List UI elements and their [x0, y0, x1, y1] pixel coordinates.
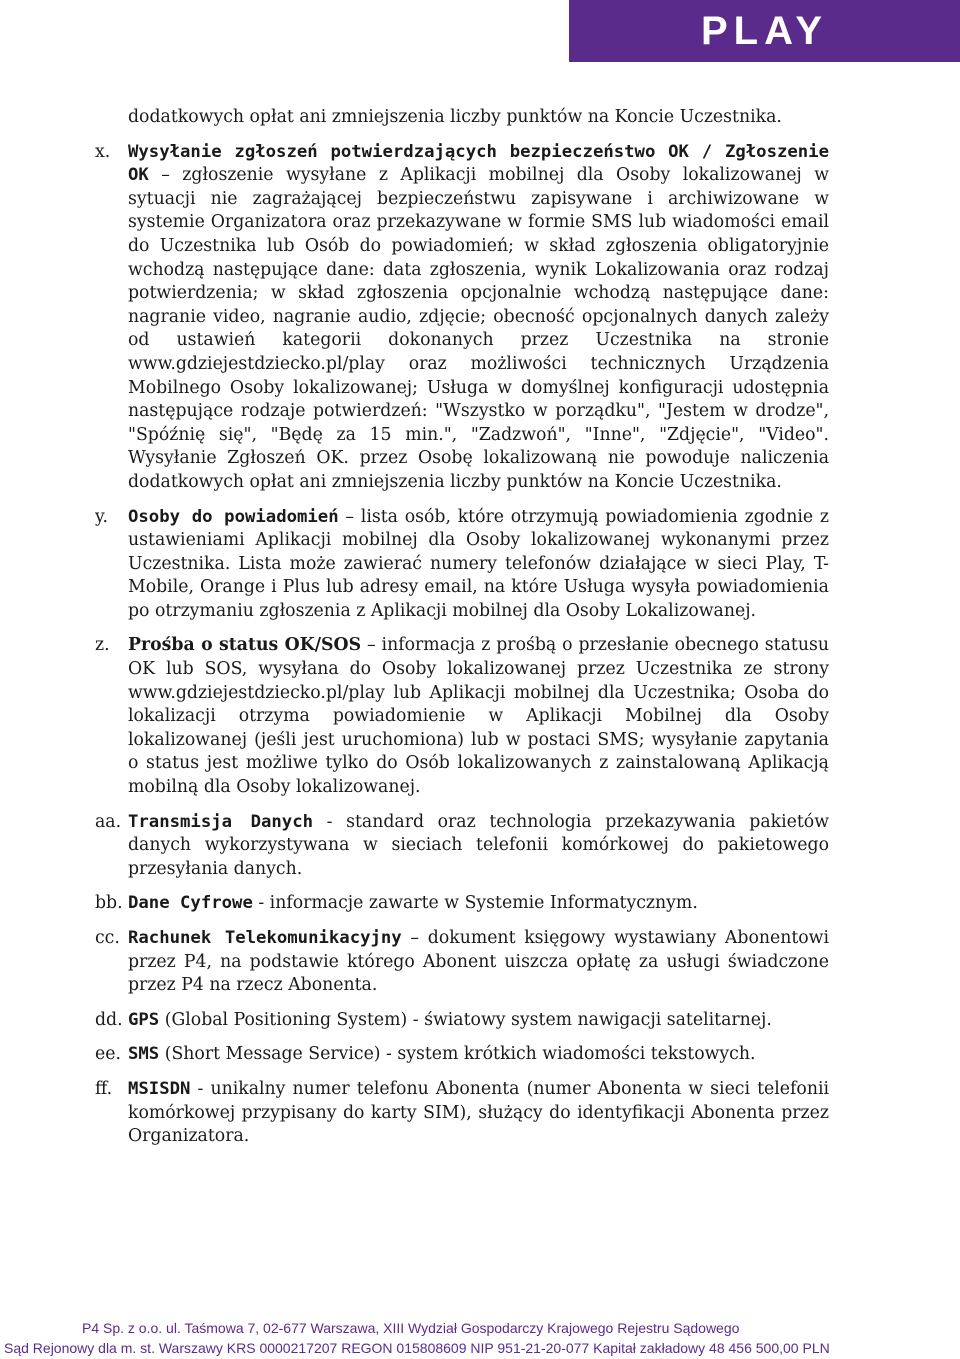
item-text: (Short Message Service) - system krótkich wiadomości tekstowych.: [159, 1044, 756, 1065]
definition-item-cc: [95, 927, 829, 998]
item-term: Dane Cyfrowe: [128, 893, 253, 914]
item-body: [128, 1078, 829, 1149]
item-text: – zgłoszenie wysyłane z Aplikacji mobilnej dla Osoby lokalizowanej w sytuacji nie zagrażającej bezpieczeństwu zapisywane i archiwizowane w systemie Organizatora oraz przekazywane w formie SMS lub wiadomości email do Uczestnika lub Osób do powiadomień; w skład zgłoszenia obligatoryjnie wchodzą następujące dane: data zgłoszenia, wynik Lokalizowania oraz rodzaj potwierdzenia; w skład zgłoszenia opcjonalnie wchodzą następujące dane: nagranie video, nagranie audio, zdjęcie; obecność opcjonalnych danych zależy od ustawień kategorii dokonanych przez Uczestnika na stronie www.gdziejestdziecko.pl/play oraz możliwości technicznych Urządzenia Mobilnego Osoby lokalizowanej; Usługa w domyślnej konfiguracji udostępnia następujące rodzaje potwierdzeń: "Wszystko w porządku", "Jestem w drodze", "Spóźnię się", "Będę za 15 min.", "Zadzwoń", "Inne", "Zdjęcie", "Video". Wysyłanie Zgłoszeń OK. przez Osobę lokalizowaną nie powoduje naliczenia dodatkowych opłat ani zmniejszenia liczby punktów na Koncie Uczestnika.: [128, 165, 829, 492]
item-marker: x.: [95, 141, 111, 162]
footer-line-1: P4 Sp. z o.o. ul. Taśmowa 7, 02-677 Warszawa, XIII Wydział Gospodarczy Krajowego Rejestru Sądowego: [82, 1320, 740, 1336]
item-body: [128, 634, 829, 799]
item-text: - informacje zawarte w Systemie Informatycznym.: [252, 893, 698, 914]
item-term: GPS: [128, 1009, 160, 1030]
item-body: [128, 892, 829, 916]
item-marker: dd.: [95, 1009, 123, 1030]
item-marker: ee.: [95, 1044, 121, 1065]
item-marker: bb.: [95, 893, 123, 914]
item-term: Rachunek Telekomunikacyjny: [128, 928, 402, 948]
item-marker: z.: [95, 635, 110, 656]
item-text: - standard oraz technologia przekazywania pakietów danych wykorzystywana w sieciach telefonii komórkowej do pakietowego przesyłania danych.: [128, 811, 829, 879]
item-text: (Global Positioning System) - światowy system nawigacji satelitarnej.: [159, 1009, 772, 1030]
document-body: [95, 106, 829, 1160]
item-marker: ff.: [95, 1078, 113, 1099]
item-term: Osoby do powiadomień: [128, 506, 339, 527]
logo-text: PLAY: [700, 8, 828, 53]
definition-item-dd: [95, 1009, 829, 1033]
continuation-paragraph: dodatkowych opłat ani zmniejszenia liczby punktów na Koncie Uczestnika.: [128, 107, 782, 127]
page-footer: [0, 1318, 960, 1358]
definition-item-aa: [95, 811, 829, 882]
item-marker: cc.: [95, 928, 120, 948]
item-body: [128, 506, 829, 624]
item-body: [128, 141, 829, 495]
item-marker: aa.: [95, 811, 122, 832]
definition-item-z: [95, 634, 829, 799]
definition-item-x: [95, 141, 829, 495]
item-term: SMS: [128, 1044, 160, 1065]
item-term: MSISDN: [128, 1078, 191, 1099]
definition-item-y: [95, 506, 829, 624]
item-body: [128, 927, 829, 998]
item-term: Prośba o status OK/SOS: [128, 635, 362, 656]
item-term: Wysyłanie zgłoszeń potwierdzających bezpieczeństwo OK / Zgłoszenie OK: [128, 141, 829, 186]
item-body: [128, 1043, 829, 1067]
definition-item-bb: [95, 892, 829, 916]
item-body: [128, 811, 829, 882]
definition-item-ff: [95, 1078, 829, 1149]
play-logo: [569, 0, 960, 62]
item-term: Transmisja Danych: [128, 811, 313, 832]
definition-item-ee: [95, 1043, 829, 1067]
item-marker: y.: [95, 506, 108, 527]
footer-line-2: Sąd Rejonowy dla m. st. Warszawy KRS 0000217207 REGON 015808609 NIP 951-21-20-077 Kapitał zakładowy 48 456 500,00 PLN: [4, 1340, 830, 1356]
item-text: – informacja z prośbą o przesłanie obecnego statusu OK lub SOS, wysyłana do Osoby lokalizowanej przez Uczestnika ze strony www.gdziejestdziecko.pl/play lub Aplikacji mobilnej dla Uczestnika; Osoba do lokalizacji otrzyma powiadomienie w Aplikacji Mobilnej dla Osoby lokalizowanej (jeśli jest uruchomiona) lub w postaci SMS; wysyłanie zapytania o status jest możliwe tylko do Osób lokalizowanych z zainstalowaną Aplikacją mobilną dla Osoby lokalizowanej.: [128, 635, 829, 798]
item-body: [128, 1009, 829, 1033]
item-text: – dokument księgowy wystawiany Abonentowi przez P4, na podstawie którego Abonent uiszcza opłatę za usługi świadczone przez P4 na rzecz Abonenta.: [128, 928, 829, 996]
item-text: - unikalny numer telefonu Abonenta (numer Abonenta w sieci telefonii komórkowej przypisany do karty SIM), służący do identyfikacji Abonenta przez Organizatora.: [128, 1078, 829, 1147]
item-text: – lista osób, które otrzymują powiadomienia zgodnie z ustawieniami Aplikacji mobilnej dla Osoby lokalizowanej wykonanymi przez Uczestnika. Lista może zawierać numery telefonów działające w sieci Play, T-Mobile, Orange i Plus lub adresy email, na które Usługa wysyła powiadomienia po otrzymaniu zgłoszenia z Aplikacji mobilnej dla Osoby Lokalizowanej.: [128, 506, 829, 621]
